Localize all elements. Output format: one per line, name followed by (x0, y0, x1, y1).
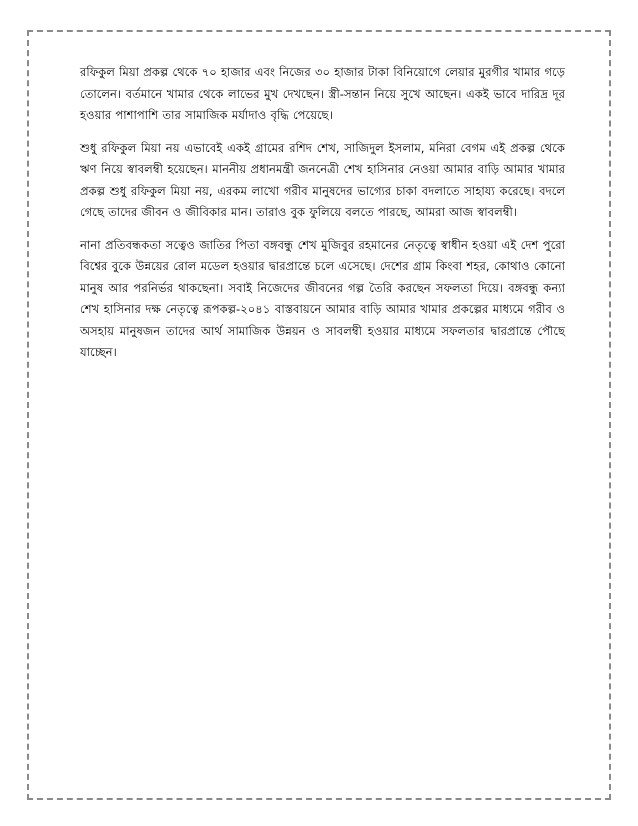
paragraph-1: রফিকুল মিয়া প্রকল্প থেকে ৭০ হাজার এবং নিজের ৩০ হাজার টাকা বিনিয়োগে লেয়ার মুরগীর খামার গড়ে তোলেন। বর্তমানে খামার থেকে লাভের মুখ দেখছেন। স্ত্রী-সন্তান নিয়ে সুখে আছেন। একই ভাবে দারিদ্র দূর হওয়ার পাশাপাশি তার সামাজিক মর্যাদাও বৃদ্ধি পেয়েছে। (80, 65, 565, 122)
paragraph-2: শুধু রফিকুল মিয়া নয় এভাবেই একই গ্রামের রশিদ শেখ, সাজিদুল ইসলাম, মনিরা বেগম এই প্রকল্প থেকে ঋণ নিয়ে স্বাবলম্বী হয়েছেন। মাননীয় প্রধানমন্ত্রী জননেত্রী শেখ হাসিনার নেওয়া আমার বাড়ি আমার খামার প্রকল্প শুধু রফিকুল মিয়া নয়, এরকম লাখো গরীব মানুষদের ভাগ্যের চাকা বদলাতে সাহায্য করেছে। বদলে গেছে তাদের জীবন ও জীবিকার মান। তারাও বুক ফুলিয়ে বলতে পারছে, আমরা আজ স্বাবলম্বী। (80, 140, 565, 219)
document-body (80, 62, 565, 375)
paragraph-3: নানা প্রতিবন্ধকতা সত্বেও জাতির পিতা বঙ্গবন্ধু শেখ মুজিবুর রহমানের নেতৃত্বে স্বাধীন হওয়া এই দেশ পুরো বিশ্বের বুকে উন্নয়ের রোল মডেল হওয়ার দ্বারপ্রান্তে চলে এসেছে। দেশের গ্রাম কিংবা শহর, কোথাও কোনো মানুষ আর পরনির্ভর থাকছেনা। সবাই নিজেদের জীবনের গল্প তৈরি করছেন সফলতা দিয়ে। বঙ্গবন্ধু কন্যা শেখ হাসিনার দক্ষ নেতৃত্বে রূপকল্প-২০৪১ বাস্তবায়নে আমার বাড়ি আমার খামার প্রকল্পের মাধ্যমে গরীব ও অসহায় মানুষজন তাদের আর্থ সামাজিক উন্নয়ন ও সাবলম্বী হওয়ার মাধ্যমে সফলতার দ্বারপ্রান্তে পৌছে যাচ্ছেন। (80, 237, 565, 359)
